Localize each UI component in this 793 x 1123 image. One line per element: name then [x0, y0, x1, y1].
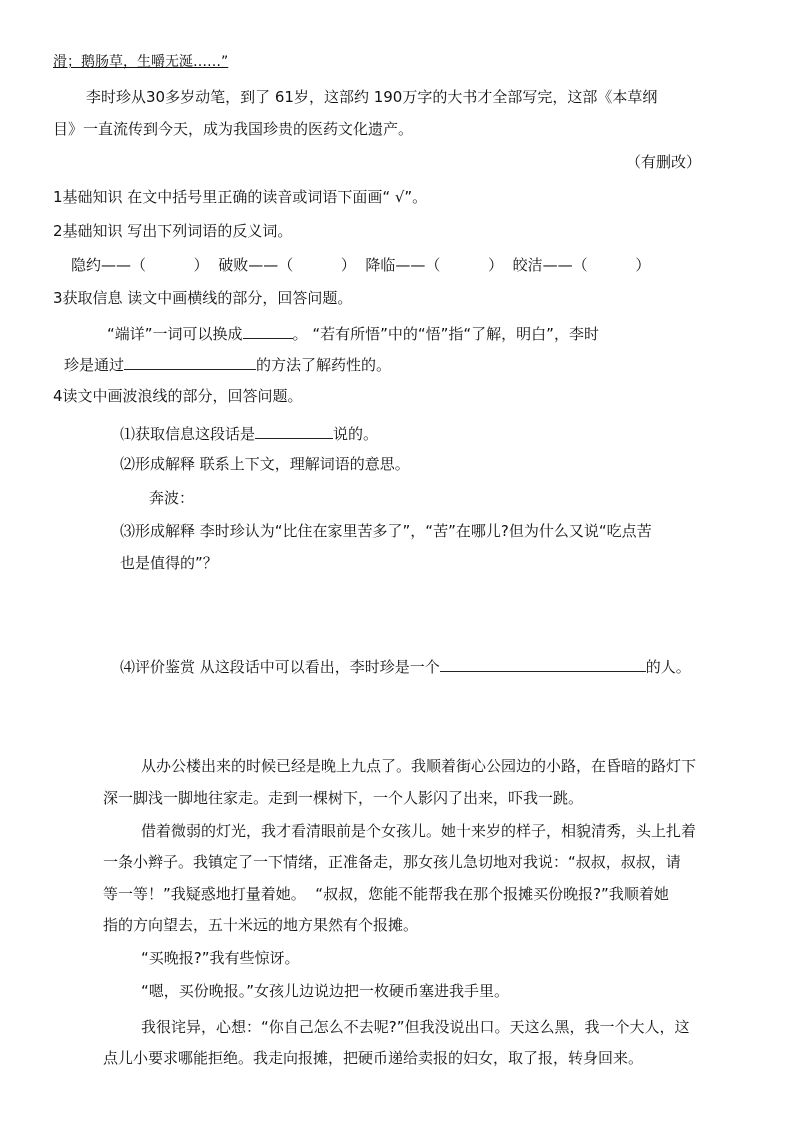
story-line: 等一等！”我疑惑地打量着她。 “叔叔，您能不能帮我在那个报摊买份晚报?”我顺着她	[103, 885, 669, 903]
question-3-line-a	[107, 321, 599, 344]
story-line: 点儿小要求哪能拒绝。我走向报摊，把硬币递给卖报的妇女，取了报，转身回来。	[103, 1049, 644, 1067]
answer-blank[interactable]	[243, 321, 293, 339]
question-4: 4读文中画波浪线的部分，回答问题。	[53, 387, 303, 405]
q4-4-after: 的人。	[645, 658, 691, 676]
answer-blank[interactable]	[124, 352, 256, 370]
word-benbo: 奔波：	[149, 489, 195, 507]
answer-blank[interactable]	[440, 654, 646, 672]
story-line: “买晚报?”我有些惊讶。	[141, 949, 300, 967]
story-line: 我很诧异，心想：“你自己怎么不去呢?”但我没说出口。天这么黑，我一个大人，这	[141, 1018, 690, 1036]
question-3: 3获取信息 读文中画横线的部分，回答问题。	[53, 289, 353, 307]
quote-ending: 滑；鹅肠草，生嚼无涎……”	[53, 54, 229, 70]
story-line: 一条小辫子。我镇定了一下情绪，正准备走，那女孩儿急切地对我说：“叔叔，叔叔，请	[103, 853, 681, 871]
q4-1-after: 说的。	[333, 425, 379, 443]
question-2: 2基础知识 写出下列词语的反义词。	[53, 222, 293, 240]
source-note: （有删改）	[626, 153, 702, 171]
question-3-line-b	[64, 352, 391, 375]
story-line: 借着微弱的灯光，我才看清眼前是个女孩儿。她十来岁的样子，相貌清秀，头上扎着	[141, 822, 697, 840]
question-4-3-cont: 也是值得的”？	[120, 554, 218, 572]
q3-text-after: 。 “若有所悟”中的“悟”指“了解，明白”，李时	[292, 325, 599, 343]
q4-4-before: ⑷评价鉴赏 从这段话中可以看出，李时珍是一个	[120, 658, 440, 676]
text-line: 李时珍从30多岁动笔，到了 61岁，这部约 190万字的大书才全部写完，这部《本草纲	[86, 88, 658, 106]
answer-blank[interactable]	[255, 421, 333, 439]
antonym-blanks: 隐约——（ ） 破败——（ ） 降临——（ ） 皎洁——（ ）	[71, 256, 651, 274]
q3-text-before: 珍是通过	[64, 356, 125, 374]
q3-text-after: 的方法了解药性的。	[256, 356, 392, 374]
question-4-3: ⑶形成解释 李时珍认为“比住在家里苦多了”，“苦”在哪儿?但为什么又说“吃点苦	[120, 522, 652, 540]
story-line: 从办公楼出来的时候已经是晚上九点了。我顺着街心公园边的小路，在昏暗的路灯下	[141, 757, 697, 775]
question-4-1	[120, 421, 378, 444]
text-line: 目》一直流传到今天，成为我国珍贵的医药文化遗产。	[53, 120, 414, 138]
question-1: 1基础知识 在文中括号里正确的读音或词语下面画“ √”。	[53, 188, 428, 206]
story-line: 指的方向望去，五十米远的地方果然有个报摊。	[103, 916, 419, 934]
q3-text-before: “端详”一词可以换成	[107, 325, 243, 343]
story-line: 深一脚浅一脚地往家走。走到一棵树下，一个人影闪了出来，吓我一跳。	[103, 789, 584, 807]
question-4-4	[120, 654, 691, 677]
story-line: “嗯，买份晚报。”女孩儿边说边把一枚硬币塞进我手里。	[141, 982, 510, 1000]
q4-1-before: ⑴获取信息这段话是	[120, 425, 256, 443]
question-4-2: ⑵形成解释 联系上下文，理解词语的意思。	[120, 455, 410, 473]
